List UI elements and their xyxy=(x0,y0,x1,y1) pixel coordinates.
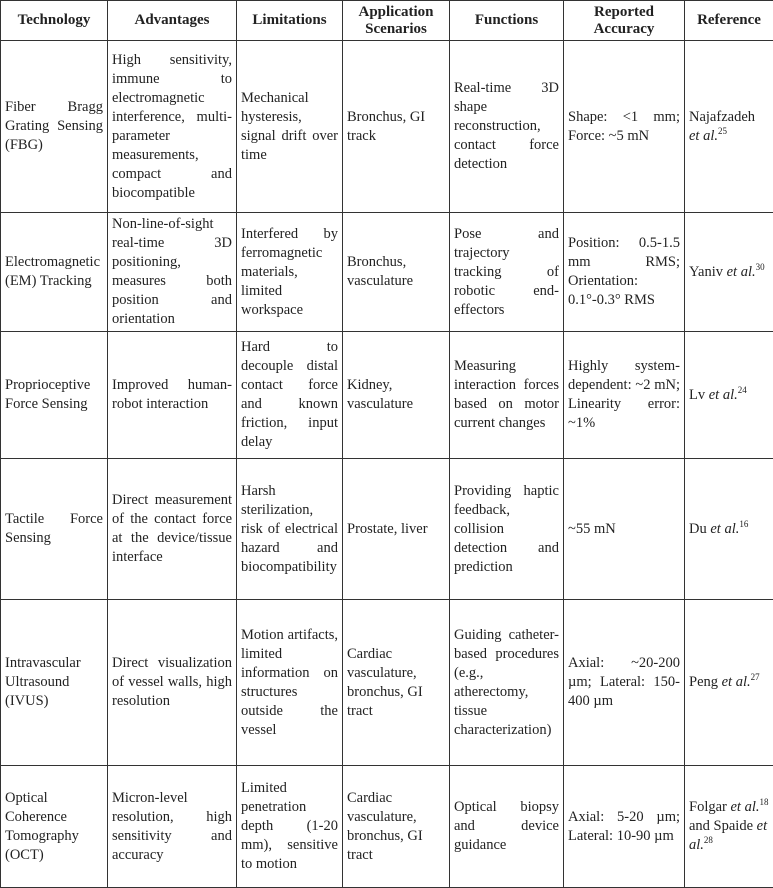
cell-advantages: Direct measurement of the contact force at the device/tissue interface xyxy=(108,459,237,600)
table-row xyxy=(1,213,773,332)
header-accuracy: Reported Accuracy xyxy=(564,1,685,41)
reference-etal: et al. xyxy=(710,520,740,537)
table-row xyxy=(1,766,773,888)
cell-functions: Measuring interaction forces based on motor current changes xyxy=(450,332,564,459)
cell-scenarios: Kidney, vasculature xyxy=(343,332,450,459)
header-scenarios: Application Scenarios xyxy=(343,1,450,41)
cell-reference xyxy=(685,459,773,600)
cell-accuracy: Axial: 5-20 µm; Lateral: 10-90 µm xyxy=(564,766,685,888)
cell-technology: Optical Coherence Tomography (OCT) xyxy=(1,766,108,888)
reference-etal: et al. xyxy=(689,818,768,853)
cell-accuracy: Highly system-dependent: ~2 mN; Linearity error: ~1% xyxy=(564,332,685,459)
cell-functions: Pose and trajectory tracking of robotic end-effectors xyxy=(450,213,564,332)
reference-sup: 30 xyxy=(755,261,765,272)
reference-author: Peng xyxy=(689,674,722,690)
header-functions: Functions xyxy=(450,1,564,41)
cell-accuracy: Axial: ~20-200 µm; Lateral: 150-400 µm xyxy=(564,600,685,766)
cell-scenarios: Prostate, liver xyxy=(343,459,450,600)
table-row xyxy=(1,459,773,600)
header-reference: Reference xyxy=(685,1,773,41)
header-advantages: Advantages xyxy=(108,1,237,41)
cell-technology: Proprioceptive Force Sensing xyxy=(1,332,108,459)
reference-author: Yaniv xyxy=(689,263,727,280)
cell-functions: Providing haptic feedback, collision detection and prediction xyxy=(450,459,564,600)
cell-advantages: Micron-level resolution, high sensitivity and accuracy xyxy=(108,766,237,888)
cell-advantages: Non-line-of-sight real-time 3D positioning, measures both position and orientation xyxy=(108,213,237,332)
cell-scenarios: Cardiac vasculature, bronchus, GI tract xyxy=(343,600,450,766)
cell-advantages: High sensitivity, immune to electromagnetic interference, multi-parameter measurements, compact and biocompatible xyxy=(108,41,237,213)
reference-author: Du xyxy=(689,520,711,537)
cell-reference xyxy=(685,41,773,213)
cell-accuracy: ~55 mN xyxy=(564,459,685,600)
cell-reference xyxy=(685,766,773,888)
cell-limitations: Harsh sterilization, risk of electrical hazard and biocompatibility xyxy=(237,459,343,600)
reference-sup: 18 xyxy=(759,797,769,808)
table-row xyxy=(1,600,773,766)
reference-etal: et al. xyxy=(726,263,756,280)
cell-limitations: Mechanical hysteresis, signal drift over time xyxy=(237,41,343,213)
cell-limitations: Hard to decouple distal contact force and known friction, input delay xyxy=(237,332,343,459)
reference-author: Lv xyxy=(689,386,709,403)
reference-sup: 24 xyxy=(737,384,747,395)
reference-etal: et al. xyxy=(708,386,738,403)
cell-functions: Optical biopsy and device guidance xyxy=(450,766,564,888)
header-row xyxy=(1,1,773,41)
reference-etal: et al. xyxy=(689,127,718,144)
reference-sup: 25 xyxy=(718,125,727,136)
cell-reference xyxy=(685,332,773,459)
reference-author: Folgar xyxy=(689,799,731,815)
cell-limitations: Interfered by ferromagnetic materials, limited workspace xyxy=(237,213,343,332)
cell-technology: Tactile Force Sensing xyxy=(1,459,108,600)
table-row xyxy=(1,332,773,459)
cell-reference xyxy=(685,600,773,766)
cell-scenarios: Bronchus, vasculature xyxy=(343,213,450,332)
cell-limitations: Limited penetration depth (1-20 mm), sensitive to motion xyxy=(237,766,343,888)
reference-sup: 28 xyxy=(703,835,713,846)
cell-technology: Intravascular Ultrasound (IVUS) xyxy=(1,600,108,766)
cell-limitations: Motion artifacts, limited information on structures outside the vessel xyxy=(237,600,343,766)
cell-advantages: Improved human-robot interaction xyxy=(108,332,237,459)
table-row xyxy=(1,41,773,213)
cell-functions: Guiding catheter-based procedures (e.g., atherectomy, tissue characterization) xyxy=(450,600,564,766)
cell-reference xyxy=(685,213,773,332)
reference-etal: et al. xyxy=(721,674,751,690)
reference-author: Najafzadeh xyxy=(689,108,756,125)
cell-functions: Real-time 3D shape reconstruction, contact force detection xyxy=(450,41,564,213)
cell-scenarios: Cardiac vasculature, bronchus, GI tract xyxy=(343,766,450,888)
cell-advantages: Direct visualization of vessel walls, high resolution xyxy=(108,600,237,766)
cell-scenarios: Bronchus, GI track xyxy=(343,41,450,213)
header-limitations: Limitations xyxy=(237,1,343,41)
cell-technology: Electromagnetic (EM) Tracking xyxy=(1,213,108,332)
reference-author: and Spaide xyxy=(689,818,757,834)
reference-sup: 27 xyxy=(750,672,760,683)
cell-technology: Fiber Bragg Grating Sensing (FBG) xyxy=(1,41,108,213)
cell-accuracy: Shape: <1 mm; Force: ~5 mN xyxy=(564,41,685,213)
cell-accuracy: Position: 0.5-1.5 mm RMS; Orientation: 0.1°-0.3° RMS xyxy=(564,213,685,332)
reference-sup: 16 xyxy=(739,518,749,529)
header-technology: Technology xyxy=(1,1,108,41)
reference-etal: et al. xyxy=(730,799,760,815)
